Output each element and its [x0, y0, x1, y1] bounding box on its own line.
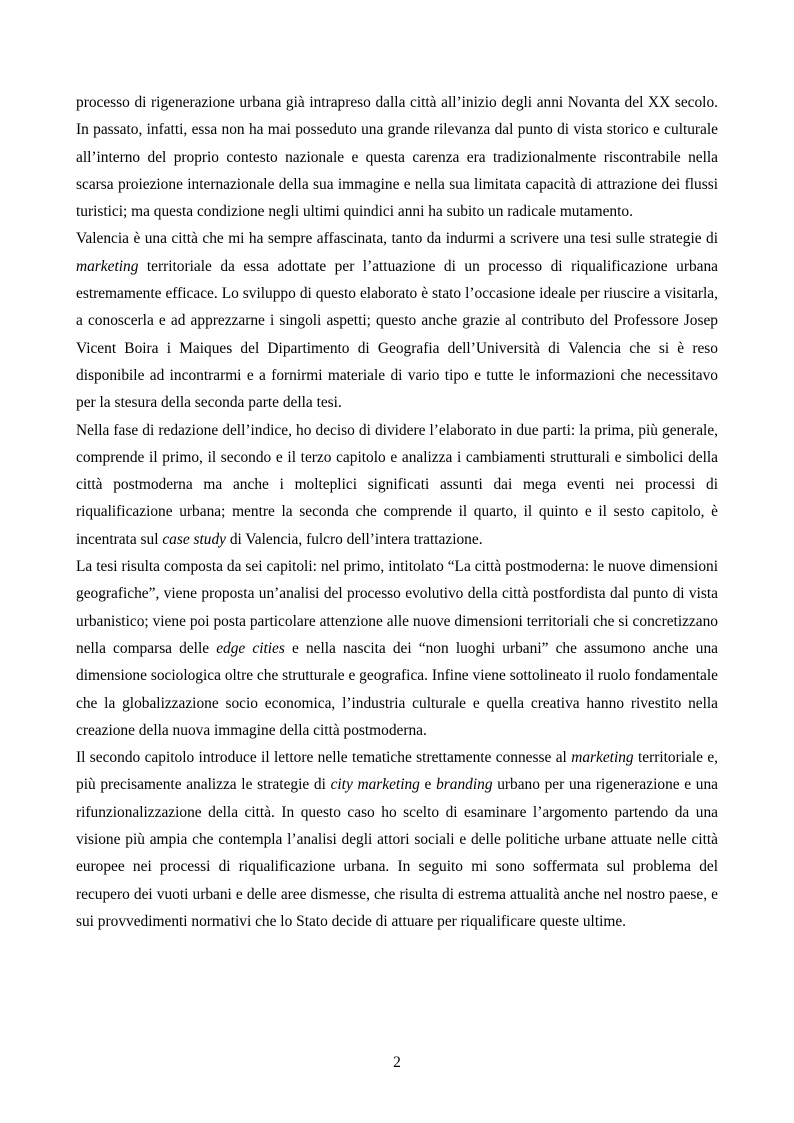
paragraph-2-text-b: territoriale da essa adottate per l’attuazione di un processo di riqualificazione urbana estremamente efficace. Lo sviluppo di questo elaborato è stato l’occasione ideale per riuscire a visitarla, a conoscerla e ad apprezzarne i singoli aspetti; questo anche grazie al contributo del Professore Josep Vicent Boira i Maiques del Dipartimento di Geografia dell’Università di Valencia che si è reso disponibile ad incontrarmi e a fornirmi materiale di vario tipo e tutte le informazioni che necessitavo per la stesura della seconda parte della tesi.: [76, 257, 718, 412]
paragraph-3-italic-case-study: case study: [162, 530, 227, 548]
paragraph-4: [76, 553, 718, 744]
paragraph-5-italic-marketing: marketing: [571, 749, 634, 767]
paragraph-5: [76, 744, 718, 935]
paragraph-4-text-b: e nella nascita dei “non luoghi urbani” che assumono anche una dimensione sociologica oltre che strutturale e geografica. Infine viene sottolineato il ruolo fondamentale che la globalizzazione socio economica, l’industria culturale e quella creativa hanno rivestito nella creazione della nuova immagine della città postmoderna.: [76, 639, 718, 739]
paragraph-3-text-b: di Valencia, fulcro dell’intera trattazione.: [226, 530, 483, 548]
paragraph-4-italic-edge-cities: edge cities: [216, 639, 285, 657]
paragraph-1: [76, 89, 718, 225]
paragraph-4-text-a: La tesi risulta composta da sei capitoli: nel primo, intitolato “La città postmoderna: le nuove dimensioni geografiche”, viene proposta un’analisi del processo evolutivo della città postfordista dal punto di vista urbanistico; viene poi posta particolare attenzione alle nuove dimensioni territoriali che si concretizzano nella comparsa delle: [76, 558, 718, 657]
paragraph-3: [76, 417, 718, 553]
page-number: 2: [393, 1054, 401, 1071]
paragraph-2: [76, 225, 718, 416]
paragraph-1-text: processo di rigenerazione urbana già intrapreso dalla città all’inizio degli anni Novanta del XX secolo. In passato, infatti, essa non ha mai posseduto una grande rilevanza dal punto di vista storico e culturale all’interno del proprio contesto nazionale e questa carenza era tradizionalmente riscontrabile nella scarsa proiezione internazionale della sua immagine e nella sua limitata capacità di attrazione dei flussi turistici; ma questa condizione negli ultimi quindici anni ha subito un radicale mutamento.: [76, 94, 718, 221]
paragraph-5-italic-branding: branding: [436, 776, 493, 794]
paragraph-2-text-a: Valencia è una città che mi ha sempre affascinata, tanto da indurmi a scrivere una tesi sulle strategie di: [76, 230, 718, 248]
paragraph-5-text-b: territoriale e, più precisamente analizza le strategie di: [76, 749, 718, 794]
paragraph-5-text-c: e: [419, 776, 437, 794]
paragraph-2-italic-marketing: marketing: [76, 257, 139, 275]
document-body: [76, 89, 718, 935]
paragraph-5-italic-city-marketing: city marketing: [330, 776, 420, 794]
paragraph-5-text-a: Il secondo capitolo introduce il lettore nelle tematiche strettamente connesse al: [76, 749, 572, 767]
paragraph-3-text-a: Nella fase di redazione dell’indice, ho deciso di dividere l’elaborato in due parti: la prima, più generale, comprende il primo, il secondo e il terzo capitolo e analizza i cambiamenti strutturali e simbolici della città postmoderna ma anche i molteplici significati assunti dai mega eventi nei processi di riqualificazione urbana; mentre la seconda che comprende il quarto, il quinto e il sesto capitolo, è incentrata sul: [76, 421, 718, 548]
paragraph-5-text-d: urbano per una rigenerazione e una rifunzionalizzazione della città. In questo caso ho scelto di esaminare l’argomento partendo da una visione più ampia che contempla l’analisi degli attori sociali e delle politiche urbane attuate nelle città europee nei processi di riqualificazione urbana. In seguito mi sono soffermata sul problema del recupero dei vuoti urbani e delle aree dismesse, che risulta di estrema attualità anche nel nostro paese, e sui provvedimenti normativi che lo Stato decide di attuare per riqualificare queste ultime.: [76, 776, 719, 930]
